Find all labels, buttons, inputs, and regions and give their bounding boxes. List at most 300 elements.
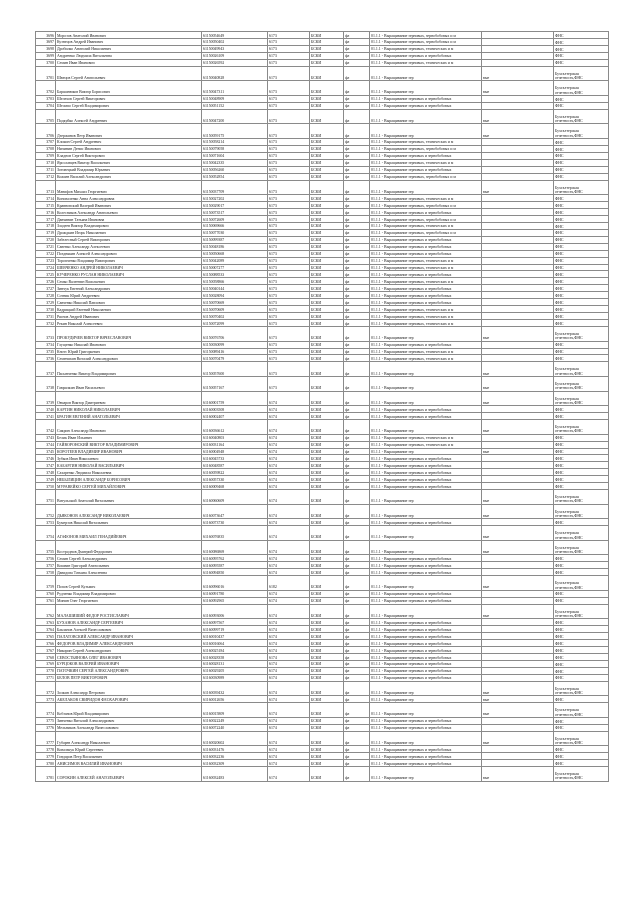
table-row	[36, 257, 609, 264]
row-code: БСКИ	[310, 760, 344, 767]
row-code: БСКИ	[310, 152, 344, 159]
row-unit: фл	[344, 124, 370, 139]
row-number: 3697	[36, 38, 56, 45]
row-code: БСКИ	[310, 59, 344, 66]
row-activity-tail: вые	[482, 81, 554, 96]
row-activity-tail	[482, 562, 554, 569]
row-unit: фл	[344, 326, 370, 341]
row-activity-tail	[482, 555, 554, 562]
row-fund: 6174	[268, 717, 310, 724]
row-fund: 6174	[268, 731, 310, 746]
row-report-kind: ФНС	[554, 724, 609, 731]
table-row	[36, 696, 609, 703]
row-activity-tail	[482, 285, 554, 292]
row-unit: фл	[344, 306, 370, 313]
table-row	[36, 703, 609, 718]
row-fund: 6174	[268, 462, 310, 469]
row-activity-tail: вые	[482, 767, 554, 782]
row-number: 3750	[36, 483, 56, 490]
row-account: 61150047200	[202, 109, 268, 124]
row-activity-tail	[482, 590, 554, 597]
row-unit: фл	[344, 215, 370, 222]
row-name: Дрождкин Игорь Николаевич	[56, 229, 202, 236]
table-row	[36, 420, 609, 435]
row-number: 3709	[36, 152, 56, 159]
row-name: Манифов Михаил Георгиевич	[56, 180, 202, 195]
row-unit: фл	[344, 476, 370, 483]
row-number: 3707	[36, 138, 56, 145]
row-report-kind: ФНС	[554, 640, 609, 647]
row-number: 3779	[36, 753, 56, 760]
row-report-kind: ФНС	[554, 406, 609, 413]
row-account: 61160009468	[202, 483, 268, 490]
row-number: 3731	[36, 313, 56, 320]
table-row	[36, 753, 609, 760]
table-row	[36, 619, 609, 626]
row-fund: 6174	[268, 626, 310, 633]
row-activity: 01.1.1 - Выращивание зерновых и зернобобовых	[370, 250, 482, 257]
row-unit: фл	[344, 180, 370, 195]
row-activity-tail: вые	[482, 124, 554, 139]
row-code: БСКИ	[310, 681, 344, 696]
row-activity: 01.1.1 - Выращивание зер	[370, 109, 482, 124]
row-activity-tail	[482, 250, 554, 257]
table-row	[36, 448, 609, 455]
row-unit: фл	[344, 391, 370, 406]
row-account: 61160004948	[202, 448, 268, 455]
row-fund: 6174	[268, 434, 310, 441]
row-name: АГАФОНОВ МИХАИЛ ГЕНАДИЙЕВИЧ	[56, 526, 202, 541]
row-name: Колесников Александр Анатольевич	[56, 209, 202, 216]
row-activity: 01.1.1 - Выращивание зерновых, технических и м	[370, 313, 482, 320]
row-fund: 6173	[268, 285, 310, 292]
row-name: Пасынченко Виктор Владимирович	[56, 362, 202, 377]
row-account: 61150076706	[202, 326, 268, 341]
row-name: Минин Олег Георгиевич	[56, 597, 202, 604]
row-number: 3761	[36, 597, 56, 604]
row-code: БСКИ	[310, 420, 344, 435]
row-code: БСКИ	[310, 81, 344, 96]
row-activity: 01.1.1 - Выращивание зерновых, зернобобовых и м	[370, 145, 482, 152]
table-row	[36, 250, 609, 257]
row-number: 3762	[36, 604, 56, 619]
row-number: 3757	[36, 562, 56, 569]
row-account: 61160028358	[202, 654, 268, 661]
table-row	[36, 760, 609, 767]
row-account: 61150088533	[202, 271, 268, 278]
row-fund: 6173	[268, 202, 310, 209]
table-row	[36, 215, 609, 222]
row-activity: 01.1.1 - Выращивание зерновых и зернобобовых	[370, 285, 482, 292]
table-row	[36, 469, 609, 476]
row-account: 61150050668	[202, 250, 268, 257]
row-activity-tail	[482, 462, 554, 469]
row-code: БСКИ	[310, 355, 344, 362]
row-fund: 6174	[268, 455, 310, 462]
row-account: 61150042089	[202, 257, 268, 264]
row-report-kind: ФНС	[554, 753, 609, 760]
row-code: БСКИ	[310, 195, 344, 202]
row-unit: фл	[344, 540, 370, 555]
row-activity: 01.1.1 - Выращивание зерновых, технических и м	[370, 348, 482, 355]
row-unit: фл	[344, 420, 370, 435]
row-report-kind: ФНС	[554, 102, 609, 109]
row-number: 3729	[36, 299, 56, 306]
row-unit: фл	[344, 647, 370, 654]
row-name: Сотник Юрий Андреевич	[56, 292, 202, 299]
row-name: Савенко Александр Алексеевич	[56, 243, 202, 250]
table-row	[36, 681, 609, 696]
row-activity: 01.1.1 - Выращивание зерновых и зернобобовых	[370, 243, 482, 250]
table-row	[36, 731, 609, 746]
row-report-kind: Бухгалтерская отчетность,ФНС	[554, 180, 609, 195]
row-account: 61150047311	[202, 81, 268, 96]
row-fund: 6174	[268, 413, 310, 420]
row-code: БСКИ	[310, 285, 344, 292]
row-activity: 01.1.1 - Выращивание зер	[370, 180, 482, 195]
row-number: 3765	[36, 633, 56, 640]
row-report-kind: Бухгалтерская отчетность,ФНС	[554, 490, 609, 505]
row-activity: 01.1.1 - Выращивание зерновых и зернобобовых	[370, 292, 482, 299]
row-activity-tail	[482, 243, 554, 250]
row-account: 61150051152	[202, 102, 268, 109]
row-unit: фл	[344, 52, 370, 59]
row-unit: фл	[344, 102, 370, 109]
row-account: 61160002407	[202, 413, 268, 420]
row-code: БСКИ	[310, 674, 344, 681]
row-unit: фл	[344, 717, 370, 724]
row-unit: фл	[344, 441, 370, 448]
row-code: БСКИ	[310, 102, 344, 109]
row-report-kind: Бухгалтерская отчетность,ФНС	[554, 526, 609, 541]
table-row	[36, 504, 609, 519]
row-number: 3739	[36, 391, 56, 406]
row-fund: 6173	[268, 292, 310, 299]
row-name: ПАЛАТОВСКИЙ АЛЕКСАНДР ИВАНОВИЧ	[56, 633, 202, 640]
row-activity-tail: вые	[482, 326, 554, 341]
row-activity: 01.1.1 - Выращивание зерновых, технических и м	[370, 45, 482, 52]
row-code: БСКИ	[310, 391, 344, 406]
row-activity-tail	[482, 299, 554, 306]
row-report-kind: ФНС	[554, 590, 609, 597]
row-number: 3775	[36, 717, 56, 724]
row-number: 3730	[36, 306, 56, 313]
row-activity: 01.1.1 - Выращивание зерновых и зернобобовых	[370, 299, 482, 306]
table-row	[36, 52, 609, 59]
row-activity: 01.1.1 - Выращивание зерновых и зернобобовых	[370, 209, 482, 216]
row-account: 61160003508	[202, 406, 268, 413]
row-number: 3769	[36, 660, 56, 667]
row-fund: 6174	[268, 483, 310, 490]
registry-sheet	[35, 31, 608, 782]
row-name: БЕЛОВ ПЕТР ВИКТОРОВИЧ	[56, 674, 202, 681]
row-fund: 6173	[268, 362, 310, 377]
row-report-kind: Бухгалтерская отчетность,ФНС	[554, 731, 609, 746]
row-activity: 01.1.1 - Выращивание зерновых и зернобобовых	[370, 166, 482, 173]
row-unit: фл	[344, 767, 370, 782]
row-code: БСКИ	[310, 696, 344, 703]
row-account: 61160091780	[202, 590, 268, 597]
table-row	[36, 209, 609, 216]
row-fund: 6173	[268, 243, 310, 250]
row-fund: 6173	[268, 159, 310, 166]
row-fund: 6174	[268, 674, 310, 681]
row-report-kind: ФНС	[554, 469, 609, 476]
row-number: 3702	[36, 81, 56, 96]
row-name: ПАТОЧКИН СЕРГЕЙ АЛЕКСАНДРОВИЧ	[56, 667, 202, 674]
row-code: БСКИ	[310, 209, 344, 216]
row-name: Попов Сергей Кузьмич	[56, 576, 202, 591]
row-unit: фл	[344, 633, 370, 640]
row-fund: 6174	[268, 667, 310, 674]
row-name: Зубков Иван Николаевич	[56, 455, 202, 462]
row-code: БСКИ	[310, 455, 344, 462]
row-activity: 01.1.1 - Выращивание зерновых и зернобобовых	[370, 597, 482, 604]
row-activity: 01.1.1 - Выращивание зер	[370, 731, 482, 746]
row-account: 61150028094	[202, 292, 268, 299]
row-unit: фл	[344, 660, 370, 667]
row-account: 61160095762	[202, 555, 268, 562]
row-name: Кошвин Григорий Анатольевич	[56, 562, 202, 569]
row-report-kind: ФНС	[554, 413, 609, 420]
row-name: БРАГИН ЕВГЕНИЙ АНАТОЛЬЕВИЧ	[56, 413, 202, 420]
row-fund: 6173	[268, 59, 310, 66]
row-number: 3740	[36, 406, 56, 413]
row-unit: фл	[344, 320, 370, 327]
row-activity-tail	[482, 313, 554, 320]
row-activity-tail	[482, 145, 554, 152]
row-number: 3733	[36, 326, 56, 341]
row-account: 61160031164	[202, 441, 268, 448]
row-report-kind: ФНС	[554, 215, 609, 222]
row-account: 61160095587	[202, 562, 268, 569]
row-activity-tail	[482, 519, 554, 526]
row-activity-tail	[482, 469, 554, 476]
row-name: Торопченко Владимир Викторович	[56, 257, 202, 264]
row-number: 3764	[36, 626, 56, 633]
row-unit: фл	[344, 731, 370, 746]
row-number: 3699	[36, 52, 56, 59]
row-account: 61150073517	[202, 209, 268, 216]
table-row	[36, 647, 609, 654]
row-report-kind: ФНС	[554, 597, 609, 604]
row-unit: фл	[344, 209, 370, 216]
row-name: Белик Иван Ильинич	[56, 434, 202, 441]
row-fund: 6174	[268, 654, 310, 661]
row-activity-tail	[482, 236, 554, 243]
row-number: 3780	[36, 760, 56, 767]
row-code: БСКИ	[310, 109, 344, 124]
row-name: Штомпо Сергей Владимирович	[56, 102, 202, 109]
row-activity-tail: вые	[482, 703, 554, 718]
row-activity-tail	[482, 654, 554, 661]
row-fund: 6173	[268, 81, 310, 96]
row-report-kind: Бухгалтерская отчетность,ФНС	[554, 81, 609, 96]
row-fund: 6174	[268, 597, 310, 604]
row-name: Подкуйко Алексей Андреевич	[56, 109, 202, 124]
row-unit: фл	[344, 696, 370, 703]
row-unit: фл	[344, 469, 370, 476]
row-fund: 6174	[268, 504, 310, 519]
row-fund: 6174	[268, 441, 310, 448]
row-activity-tail	[482, 746, 554, 753]
row-number: 3713	[36, 180, 56, 195]
row-code: БСКИ	[310, 526, 344, 541]
row-unit: фл	[344, 45, 370, 52]
row-activity: 01.1.1 - Выращивание зерновых и зернобобовых	[370, 647, 482, 654]
row-account: 61150070479	[202, 355, 268, 362]
row-report-kind: Бухгалтерская отчетность,ФНС	[554, 681, 609, 696]
row-unit: фл	[344, 229, 370, 236]
table-row	[36, 476, 609, 483]
row-account: 61160022249	[202, 717, 268, 724]
row-fund: 6173	[268, 229, 310, 236]
row-activity-tail	[482, 660, 554, 667]
row-activity-tail	[482, 195, 554, 202]
row-account: 61160025184	[202, 647, 268, 654]
row-report-kind: ФНС	[554, 59, 609, 66]
table-row	[36, 138, 609, 145]
row-fund: 6174	[268, 448, 310, 455]
row-account: 61160092965	[202, 597, 268, 604]
row-number: 3738	[36, 376, 56, 391]
table-row	[36, 59, 609, 66]
row-code: БСКИ	[310, 243, 344, 250]
row-number: 3708	[36, 145, 56, 152]
row-name: Савченко Николай Павлович	[56, 299, 202, 306]
table-row	[36, 264, 609, 271]
row-unit: фл	[344, 271, 370, 278]
row-number: 3735	[36, 348, 56, 355]
row-account: 61150072099	[202, 320, 268, 327]
row-activity-tail	[482, 674, 554, 681]
row-unit: фл	[344, 376, 370, 391]
table-row	[36, 195, 609, 202]
row-activity-tail	[482, 32, 554, 39]
row-number: 3766	[36, 640, 56, 647]
row-report-kind: ФНС	[554, 355, 609, 362]
row-name: ФЕДОРОВ ВЛАДИМИР АЛЕКСАНДРОВИЧ	[56, 640, 202, 647]
row-number: 3717	[36, 215, 56, 222]
row-fund: 6174	[268, 555, 310, 562]
row-fund: 6182	[268, 576, 310, 591]
row-activity-tail: вые	[482, 696, 554, 703]
row-account: 61160032483	[202, 767, 268, 782]
row-code: БСКИ	[310, 746, 344, 753]
row-code: БСКИ	[310, 326, 344, 341]
row-fund: 6174	[268, 724, 310, 731]
table-row	[36, 348, 609, 355]
row-number: 3719	[36, 229, 56, 236]
table-row	[36, 81, 609, 96]
row-activity-tail	[482, 441, 554, 448]
row-account: 61150048186	[202, 243, 268, 250]
row-number: 3742	[36, 420, 56, 435]
row-fund: 6174	[268, 660, 310, 667]
row-number: 3714	[36, 195, 56, 202]
table-row	[36, 229, 609, 236]
row-name: Кнотс Юрий Григорьевич	[56, 348, 202, 355]
row-report-kind: ФНС	[554, 145, 609, 152]
row-activity: 01.1.1 - Выращивание зерновых, технических и м	[370, 355, 482, 362]
row-fund: 6173	[268, 264, 310, 271]
row-report-kind: ФНС	[554, 619, 609, 626]
row-fund: 6173	[268, 109, 310, 124]
row-account: 61150052854	[202, 173, 268, 180]
row-activity: 01.1.1 - Выращивание зер	[370, 526, 482, 541]
row-report-kind: ФНС	[554, 202, 609, 209]
row-name: Дзержинов Петр Иванович	[56, 124, 202, 139]
row-name: Семенихин Виталий Александрович	[56, 355, 202, 362]
row-unit: фл	[344, 569, 370, 576]
row-fund: 6174	[268, 406, 310, 413]
row-activity: 01.1.1 - Выращивание зерновых, технических и м	[370, 306, 482, 313]
row-fund: 6173	[268, 215, 310, 222]
row-report-kind: ФНС	[554, 52, 609, 59]
row-account: 61150007277	[202, 264, 268, 271]
row-report-kind: ФНС	[554, 562, 609, 569]
row-number: 3753	[36, 519, 56, 526]
row-unit: фл	[344, 448, 370, 455]
table-row	[36, 746, 609, 753]
row-code: БСКИ	[310, 180, 344, 195]
row-code: БСКИ	[310, 597, 344, 604]
table-row	[36, 767, 609, 782]
row-name: Ярославцев Виктор Васильевич	[56, 159, 202, 166]
row-activity: 01.1.1 - Выращивание зерновых и зернобобовых	[370, 455, 482, 462]
row-activity: 01.1.1 - Выращивание зерновых и зернобобовых	[370, 469, 482, 476]
row-unit: фл	[344, 753, 370, 760]
row-account: 61150070402	[202, 313, 268, 320]
row-name: Кузнецов Андрей Иванович	[56, 38, 202, 45]
row-account: 61160032236	[202, 753, 268, 760]
row-activity-tail	[482, 52, 554, 59]
row-activity-tail	[482, 215, 554, 222]
row-code: БСКИ	[310, 633, 344, 640]
table-row	[36, 326, 609, 341]
row-code: БСКИ	[310, 124, 344, 139]
row-activity-tail	[482, 257, 554, 264]
row-activity-tail: вые	[482, 109, 554, 124]
row-account: 61150058866	[202, 278, 268, 285]
row-account: 61160096016	[202, 576, 268, 591]
row-name: БУХАНОВ АЛЕКСАНДР СЕРГЕЕВИЧ	[56, 619, 202, 626]
row-fund: 6174	[268, 746, 310, 753]
row-activity: 01.1.1 - Выращивание зер	[370, 124, 482, 139]
table-row	[36, 455, 609, 462]
row-name: Давидова Татьяна Алексеевна	[56, 569, 202, 576]
table-row	[36, 654, 609, 661]
row-code: БСКИ	[310, 138, 344, 145]
row-unit: фл	[344, 292, 370, 299]
table-row	[36, 124, 609, 139]
row-activity: 01.1.1 - Выращивание зерновых и зернобобовых	[370, 462, 482, 469]
row-fund: 6173	[268, 222, 310, 229]
row-name: ШЕВЧЕНКО АНДРЕЙ НИКОЛАЕВИЧ	[56, 264, 202, 271]
row-unit: фл	[344, 519, 370, 526]
row-fund: 6173	[268, 271, 310, 278]
row-fund: 6173	[268, 32, 310, 39]
row-name: СОРОКИН АЛЕКСЕЙ АНАТОЛЬЕВИЧ	[56, 767, 202, 782]
row-name: Гондаров Петр Васильевич	[56, 753, 202, 760]
row-unit: фл	[344, 243, 370, 250]
row-activity-tail	[482, 102, 554, 109]
row-activity-tail: вые	[482, 66, 554, 81]
table-row	[36, 391, 609, 406]
row-fund: 6173	[268, 102, 310, 109]
row-number: 3756	[36, 555, 56, 562]
row-account: 61160099719	[202, 626, 268, 633]
